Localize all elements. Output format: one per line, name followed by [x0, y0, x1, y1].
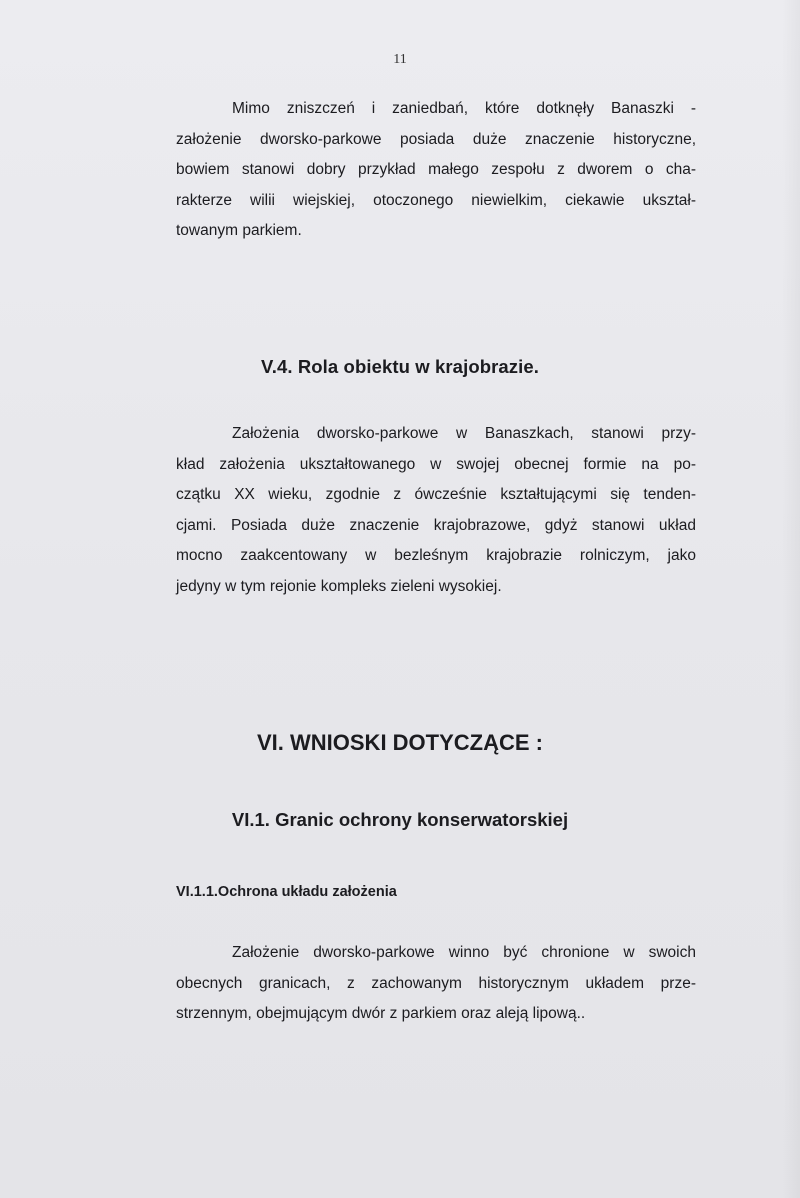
text-line: jedyny w tym rejonie kompleks zieleni wysokiej.: [176, 577, 502, 595]
text-line: cjami. Posiada duże znaczenie krajobrazowe, gdyż stanowi układ: [176, 516, 696, 534]
section-heading-v4: V.4. Rola obiektu w krajobrazie.: [260, 356, 540, 377]
text-line: towanym parkiem.: [176, 222, 302, 239]
text-line: bowiem stanowi dobry przykład małego zespołu z dworem o cha-: [176, 161, 696, 178]
text-line: Założenie dworsko-parkowe winno być chronione w swoich: [232, 944, 696, 961]
text-line: Założenia dworsko-parkowe w Banaszkach, stanowi przy-: [232, 425, 696, 442]
chapter-heading-vi: VI. WNIOSKI DOTYCZĄCE :: [257, 730, 543, 755]
paragraph-landscape-role: [176, 419, 696, 602]
section-heading-vi1: VI.1. Granic ochrony konserwatorskiej: [231, 809, 569, 830]
paragraph-historical-significance: [176, 94, 696, 247]
text-line: Mimo zniszczeń i zaniedbań, które dotknęły Banaszki -: [232, 100, 696, 117]
page-edge-shadow: [782, 0, 800, 1198]
paragraph-protection: [176, 938, 696, 1030]
text-line: obecnych granicach, z zachowanym historycznym układem prze-: [176, 974, 696, 992]
text-line: strzennym, obejmującym dwór z parkiem oraz aleją lipową..: [176, 1005, 586, 1022]
text-line: założenie dworsko-parkowe posiada duże znaczenie historyczne,: [176, 130, 696, 148]
text-line: kład założenia ukształtowanego w swojej obecnej formie na po-: [176, 455, 696, 473]
text-line: czątku XX wieku, zgodnie z ówcześnie kształtującymi się tenden-: [176, 486, 696, 503]
page-number: 11: [393, 52, 407, 67]
subsection-heading-vi11: VI.1.1.Ochrona układu założenia: [176, 884, 397, 900]
text-line: rakterze wilii wiejskiej, otoczonego niewielkim, ciekawie ukształ-: [176, 191, 696, 209]
text-line: mocno zaakcentowany w bezleśnym krajobrazie rolniczym, jako: [176, 547, 696, 564]
